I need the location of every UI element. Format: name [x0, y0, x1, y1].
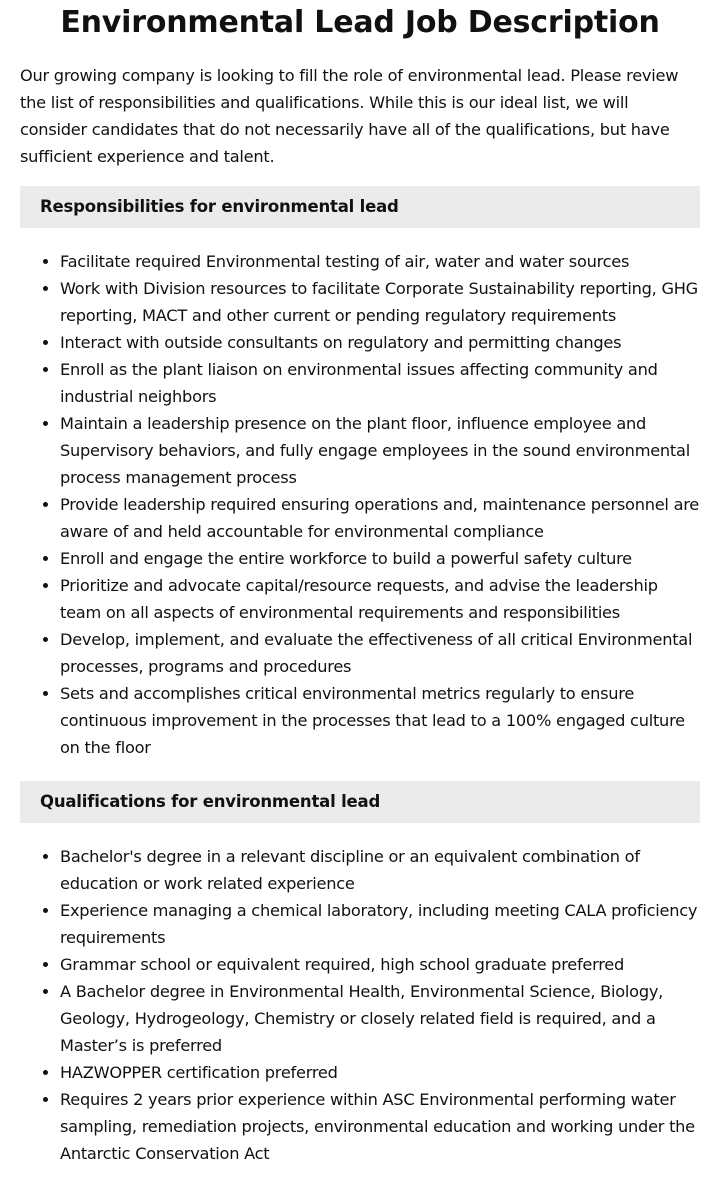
qualifications-heading: Qualifications for environmental lead: [20, 781, 700, 823]
responsibility-item: • Work with Division resources to facilitate Corporate Sustainability reporting, GHG reporting, MACT and other current or pending regulatory requirements: [60, 275, 700, 329]
qualification-item: • Requires 2 years prior experience within ASC Environmental performing water sampling, remediation projects, environmental education and working under the Antarctic Conservation Act: [60, 1086, 700, 1167]
responsibility-item: • Interact with outside consultants on regulatory and permitting changes: [60, 329, 700, 356]
responsibility-item: • Provide leadership required ensuring operations and, maintenance personnel are aware of and held accountable for environmental compliance: [60, 491, 700, 545]
qualification-item: • A Bachelor degree in Environmental Health, Environmental Science, Biology, Geology, Hydrogeology, Chemistry or closely related field is required, and a Master’s is preferred: [60, 978, 700, 1059]
responsibility-item: • Prioritize and advocate capital/resource requests, and advise the leadership team on all aspects of environmental requirements and responsibilities: [60, 572, 700, 626]
intro-paragraph: Our growing company is looking to fill the role of environmental lead. Please review the list of responsibilities and qualifications. While this is our ideal list, we will consider candidates that do not necessarily have all of the qualifications, but have sufficient experience and talent.: [20, 66, 679, 166]
responsibilities-list: [20, 248, 700, 761]
qualification-item: • Bachelor's degree in a relevant discipline or an equivalent combination of education or work related experience: [60, 843, 700, 897]
responsibility-item: • Sets and accomplishes critical environmental metrics regularly to ensure continuous improvement in the processes that lead to a 100% engaged culture on the floor: [60, 680, 700, 761]
qualifications-list: [20, 843, 700, 1167]
qualification-item: • Experience managing a chemical laboratory, including meeting CALA proficiency requirements: [60, 897, 700, 951]
qualification-item: • Grammar school or equivalent required, high school graduate preferred: [60, 951, 700, 978]
page-title: Environmental Lead Job Description: [60, 5, 660, 40]
qualification-item: • HAZWOPPER certification preferred: [60, 1059, 700, 1086]
responsibility-item: • Develop, implement, and evaluate the effectiveness of all critical Environmental processes, programs and procedures: [60, 626, 700, 680]
responsibility-item: • Facilitate required Environmental testing of air, water and water sources: [60, 248, 700, 275]
responsibility-item: • Enroll and engage the entire workforce to build a powerful safety culture: [60, 545, 700, 572]
responsibility-item: • Maintain a leadership presence on the plant floor, influence employee and Supervisory behaviors, and fully engage employees in the sound environmental process management process: [60, 410, 700, 491]
responsibilities-heading: Responsibilities for environmental lead: [20, 186, 700, 228]
responsibility-item: • Enroll as the plant liaison on environmental issues affecting community and industrial neighbors: [60, 356, 700, 410]
